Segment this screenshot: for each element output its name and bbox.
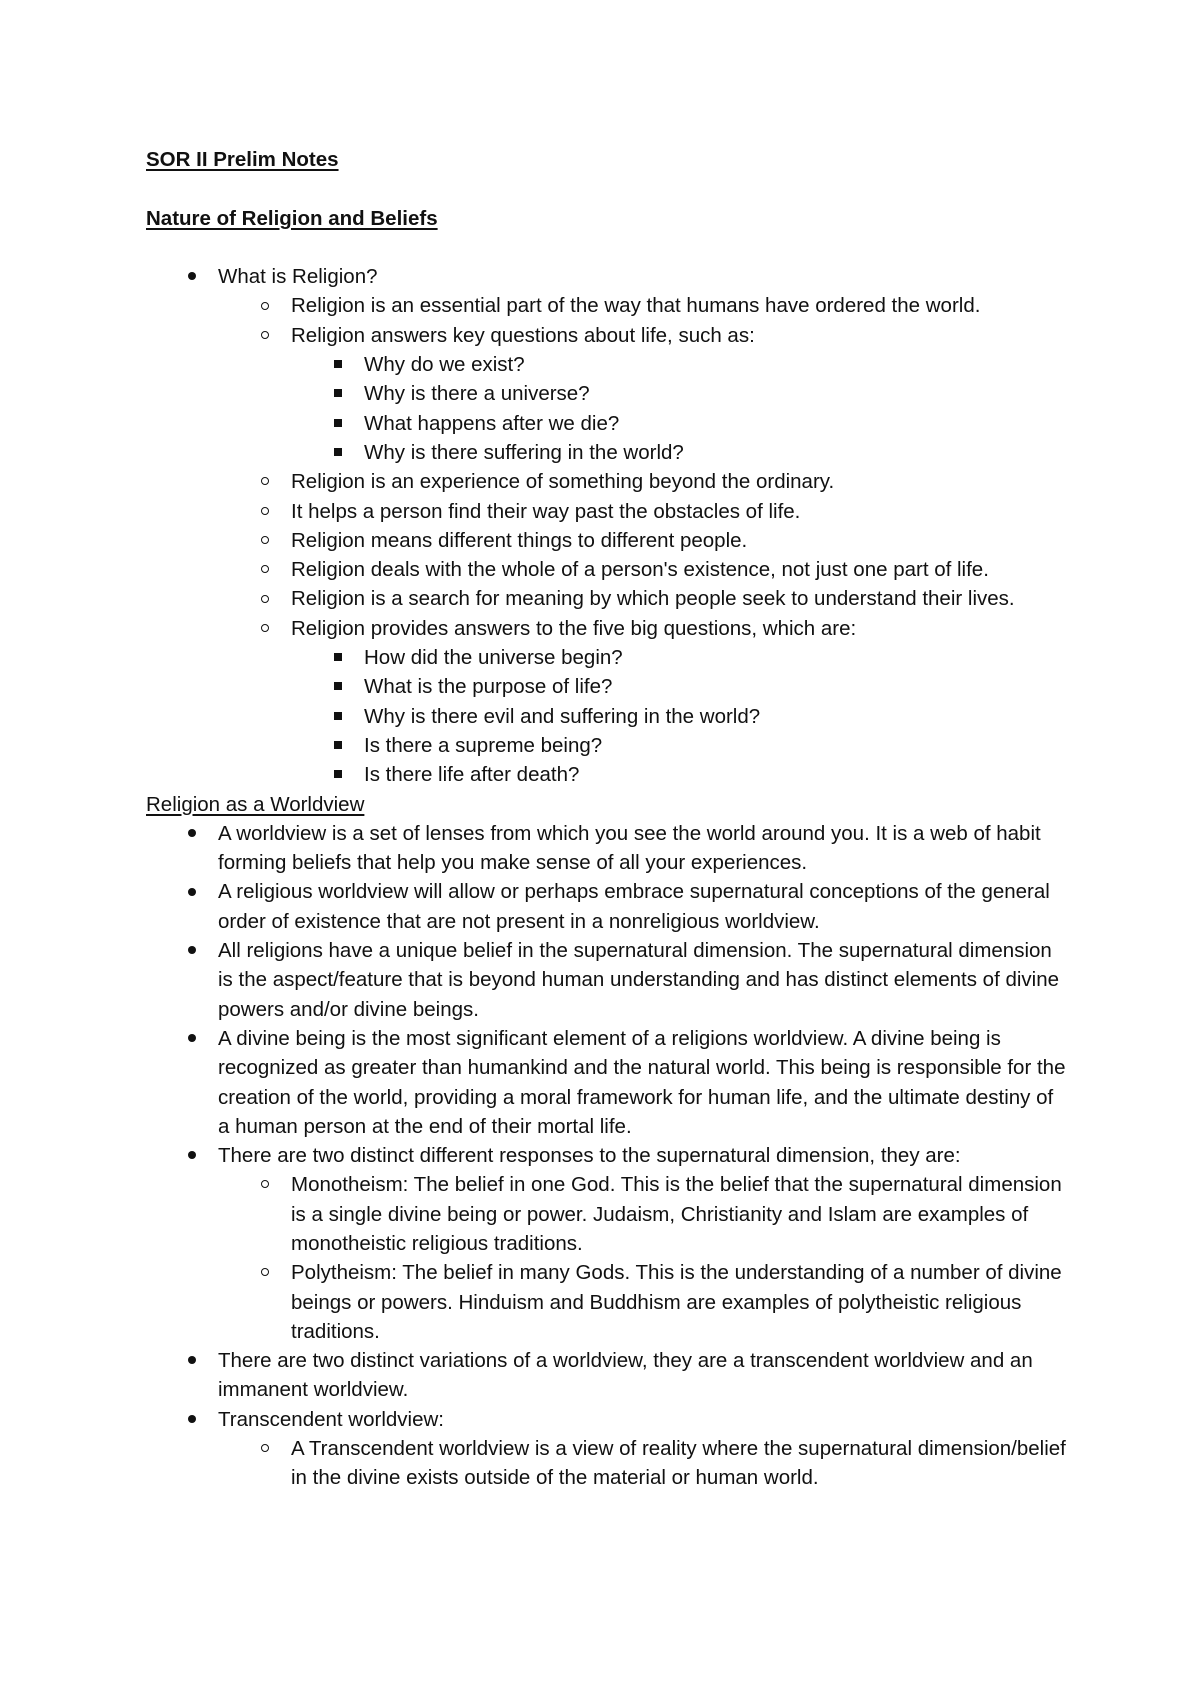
list-item-text: A religious worldview will allow or perhaps embrace supernatural conceptions of the general order of existence that are not present in a nonreligious worldview. bbox=[218, 880, 1050, 933]
list-item bbox=[146, 584, 1066, 613]
list-item bbox=[146, 262, 1066, 291]
list-item-text: There are two distinct different responses to the supernatural dimension, they are: bbox=[218, 1144, 961, 1168]
list-item-text: Religion is an essential part of the way that humans have ordered the world. bbox=[291, 294, 981, 318]
bullet-square-icon bbox=[328, 731, 348, 760]
list-item bbox=[146, 1405, 1066, 1434]
list-item bbox=[146, 1170, 1066, 1258]
list-item-text: A worldview is a set of lenses from which you see the world around you. It is a web of habit forming beliefs that help you make sense of all your experiences. bbox=[218, 821, 1041, 875]
bullet-ring-icon bbox=[255, 584, 275, 613]
bullet-square-icon bbox=[328, 702, 348, 731]
list-item-text: Religion answers key questions about life, such as: bbox=[291, 323, 755, 347]
list-item bbox=[146, 672, 1066, 701]
bullet-square-icon bbox=[328, 643, 348, 672]
list-item-text: What is Religion? bbox=[218, 265, 378, 289]
bullet-ring-icon bbox=[255, 1170, 275, 1199]
list-item bbox=[146, 555, 1066, 584]
list-item bbox=[146, 291, 1066, 320]
list-item bbox=[146, 350, 1066, 379]
list-item-text: There are two distinct variations of a worldview, they are a transcendent worldview and an immanent worldview. bbox=[218, 1349, 1033, 1402]
list-item-text: A Transcendent worldview is a view of reality where the supernatural dimension/belief in the divine exists outside of the material or human world. bbox=[291, 1437, 1066, 1490]
list-item bbox=[146, 409, 1066, 438]
list-item bbox=[146, 1346, 1066, 1405]
bullet-square-icon bbox=[328, 438, 348, 467]
bullet-ring-icon bbox=[255, 1434, 275, 1463]
list-item bbox=[146, 526, 1066, 555]
bullet-dot-icon bbox=[182, 936, 202, 965]
section1-list bbox=[146, 262, 1066, 789]
list-item-text: Religion provides answers to the five big questions, which are: bbox=[291, 616, 857, 640]
list-item-text: How did the universe begin? bbox=[364, 646, 623, 670]
bullet-square-icon bbox=[328, 672, 348, 701]
bullet-dot-icon bbox=[182, 262, 202, 291]
list-item bbox=[146, 819, 1066, 878]
bullet-dot-icon bbox=[182, 877, 202, 906]
list-item-text: Is there life after death? bbox=[364, 763, 580, 787]
bullet-ring-icon bbox=[255, 614, 275, 643]
list-item bbox=[146, 1434, 1066, 1493]
list-item-text: Is there a supreme being? bbox=[364, 733, 603, 757]
list-item bbox=[146, 438, 1066, 467]
list-item-text: Monotheism: The belief in one God. This is the belief that the supernatural dimension is a single divine being or power. Judaism, Christianity and Islam are examples of monotheistic religious traditions. bbox=[291, 1173, 1062, 1255]
list-item bbox=[146, 936, 1066, 1024]
list-item-text: All religions have a unique belief in the supernatural dimension. The supernatural dimension is the aspect/feature that is beyond human understanding and has distinct elements of divine powers and/or divine beings. bbox=[218, 939, 1060, 1021]
list-item bbox=[146, 321, 1066, 350]
bullet-ring-icon bbox=[255, 555, 275, 584]
bullet-dot-icon bbox=[182, 1346, 202, 1375]
list-item bbox=[146, 497, 1066, 526]
bullet-dot-icon bbox=[182, 1141, 202, 1170]
list-item-text: Transcendent worldview: bbox=[218, 1407, 444, 1431]
list-item bbox=[146, 760, 1066, 789]
bullet-dot-icon bbox=[182, 819, 202, 848]
bullet-ring-icon bbox=[255, 291, 275, 320]
list-item-text: Religion is an experience of something beyond the ordinary. bbox=[291, 470, 835, 494]
document-body bbox=[146, 145, 1066, 1493]
bullet-square-icon bbox=[328, 350, 348, 379]
bullet-dot-icon bbox=[182, 1405, 202, 1434]
list-item-text: What happens after we die? bbox=[364, 411, 620, 435]
section-heading-religion-as-worldview: Religion as a Worldview bbox=[146, 792, 365, 816]
bullet-square-icon bbox=[328, 409, 348, 438]
section2-list bbox=[146, 819, 1066, 1493]
section-heading-nature-of-religion: Nature of Religion and Beliefs bbox=[146, 206, 438, 230]
bullet-ring-icon bbox=[255, 497, 275, 526]
list-item bbox=[146, 1258, 1066, 1346]
document-title: SOR II Prelim Notes bbox=[146, 148, 339, 171]
list-item bbox=[146, 1141, 1066, 1170]
list-item bbox=[146, 379, 1066, 408]
list-item bbox=[146, 643, 1066, 672]
bullet-ring-icon bbox=[255, 467, 275, 496]
bullet-ring-icon bbox=[255, 321, 275, 350]
list-item-text: Why is there a universe? bbox=[364, 382, 590, 406]
list-item bbox=[146, 877, 1066, 936]
list-item-text: Why is there suffering in the world? bbox=[364, 440, 684, 464]
list-item-text: It helps a person find their way past the obstacles of life. bbox=[291, 499, 801, 523]
list-item-text: Why do we exist? bbox=[364, 353, 525, 377]
list-item bbox=[146, 731, 1066, 760]
list-item bbox=[146, 702, 1066, 731]
list-item bbox=[146, 614, 1066, 643]
bullet-square-icon bbox=[328, 379, 348, 408]
list-item-text: Religion deals with the whole of a person's existence, not just one part of life. bbox=[291, 558, 989, 582]
list-item-text: A divine being is the most significant element of a religions worldview. A divine being is recognized as greater than humankind and the natural world. This being is responsible for the creation of the world, providing a moral framework for human life, and the ultimate destiny of a human person at the end of their mortal life. bbox=[218, 1026, 1066, 1138]
list-item-text: What is the purpose of life? bbox=[364, 675, 613, 699]
list-item-text: Religion means different things to different people. bbox=[291, 528, 748, 552]
bullet-ring-icon bbox=[255, 1258, 275, 1287]
bullet-ring-icon bbox=[255, 526, 275, 555]
bullet-dot-icon bbox=[182, 1024, 202, 1053]
list-item bbox=[146, 1024, 1066, 1141]
list-item-text: Polytheism: The belief in many Gods. This is the understanding of a number of divine beings or powers. Hinduism and Buddhism are examples of polytheistic religious traditions. bbox=[291, 1261, 1062, 1343]
list-item-text: Why is there evil and suffering in the world? bbox=[364, 704, 761, 728]
list-item-text: Religion is a search for meaning by which people seek to understand their lives. bbox=[291, 587, 1015, 611]
bullet-square-icon bbox=[328, 760, 348, 789]
list-item bbox=[146, 467, 1066, 496]
